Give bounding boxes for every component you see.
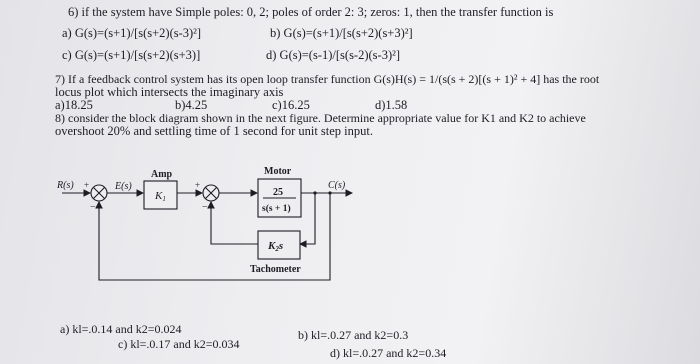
- tach-label: Tachometer: [250, 264, 301, 275]
- motor-denominator: s(s + 1): [262, 204, 291, 214]
- amp-gain-symbol: K: [155, 190, 163, 202]
- q7-stem-line1: 7) If a feedback control system has its open loop transfer function G(s)H(s) = 1/(s(s + 2)[(s + 1)² + 4] has the root: [55, 72, 600, 86]
- q7-option-c: c)16.25: [272, 98, 310, 112]
- input-label: R(s): [57, 180, 74, 191]
- tach-gain-subscript: 2: [275, 245, 279, 253]
- q6-option-a: a) G(s)=(s+1)/[s(s+2)(s-3)²]: [62, 26, 202, 40]
- output-label: C(s): [328, 180, 346, 191]
- error-label: E(s): [115, 181, 132, 192]
- tach-gain-symbol: K: [268, 240, 276, 252]
- tach-feedback-path-in: [300, 193, 315, 244]
- amp-label: Amp: [151, 169, 173, 180]
- tach-gain-s: s: [278, 240, 284, 252]
- q6-stem: 6) if the system have Simple poles: 0, 2; poles of order 2: 3; zeros: 1, then the transfer function is: [68, 5, 554, 19]
- q8-stem-line2: overshoot 20% and settling time of 1 second for unit step input.: [55, 124, 374, 138]
- motor-label: Motor: [264, 166, 292, 177]
- amp-gain-subscript: 1: [162, 195, 166, 203]
- plus-sign-1: +: [84, 180, 90, 190]
- plus-sign-2: +: [195, 180, 201, 190]
- q8-option-a: a) kl=.0.14 and k2=0.024: [60, 322, 182, 336]
- q7-stem-line2: locus plot which intersects the imaginary axis: [55, 85, 284, 99]
- minus-sign-1: −: [90, 202, 96, 213]
- q8-option-c: c) kl=.0.17 and k2=0.034: [118, 337, 240, 351]
- q8-option-d: d) kl=.0.27 and k2=0.34: [330, 346, 447, 360]
- q8-option-b: b) kl=.0.27 and k2=0.3: [298, 328, 409, 342]
- tach-gain: [267, 240, 283, 253]
- minus-sign-2: −: [202, 202, 208, 213]
- tach-feedback-path-out: [211, 202, 258, 244]
- q6-option-b: b) G(s)=(s+1)/[s(s+2)(s+3)²]: [270, 26, 413, 40]
- motor-numerator: 25: [273, 187, 283, 198]
- q7-option-b: b)4.25: [175, 98, 208, 112]
- q6-option-d: d) G(s)=(s-1)/[s(s-2)(s-3)²]: [266, 48, 401, 62]
- q6-option-c: c) G(s)=(s+1)/[s(s+2)(s+3)]: [62, 48, 201, 62]
- q8-stem-line1: 8) consider the block diagram shown in the next figure. Determine appropriate value for K1 and K2 to achieve: [55, 111, 586, 125]
- q7-option-a: a)18.25: [55, 98, 93, 112]
- q7-option-d: d)1.58: [375, 98, 408, 112]
